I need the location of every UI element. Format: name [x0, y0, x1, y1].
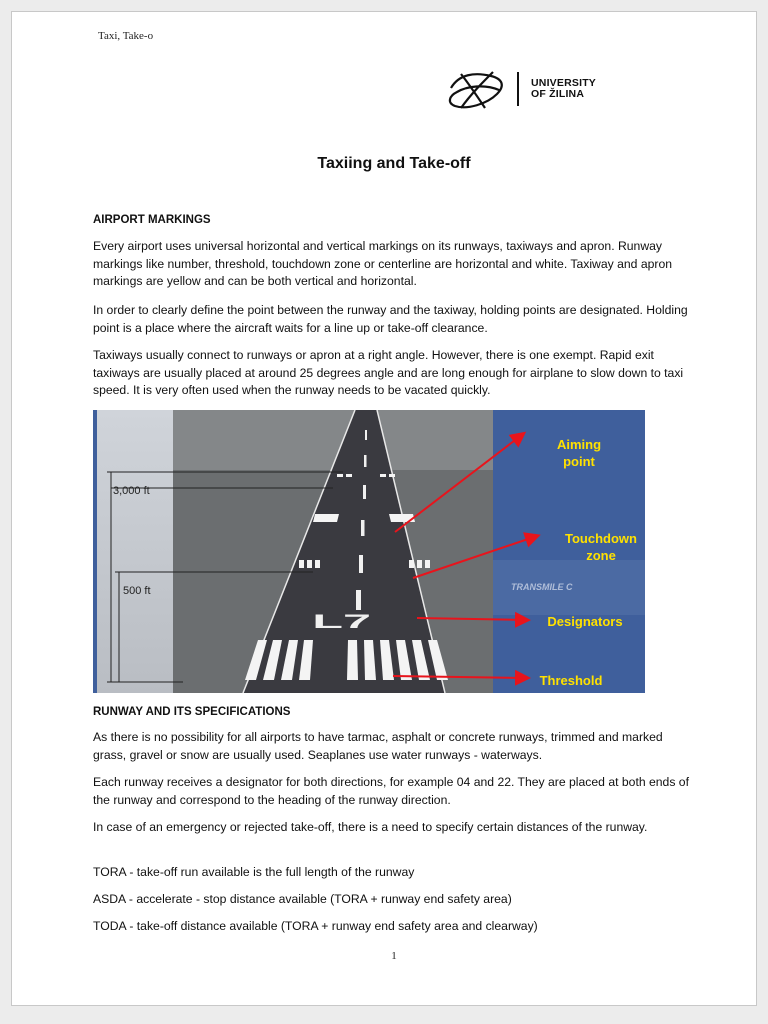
university-logo — [445, 68, 615, 112]
logo-wordmark — [531, 78, 596, 100]
runway-designator: L7 — [312, 610, 371, 633]
document-title: Taxiing and Take-off — [317, 155, 471, 172]
paragraph — [93, 238, 693, 291]
paragraph — [93, 819, 693, 837]
callout-aiming-point-line2: point — [563, 454, 595, 469]
running-header: Taxi, Take-o — [98, 30, 154, 42]
section-heading: AIRPORT MARKINGS — [93, 214, 211, 226]
figure-border — [93, 410, 97, 693]
figure-left-panel — [93, 410, 173, 693]
page-number: 1 — [391, 950, 397, 962]
callout-designators: Designators — [547, 614, 623, 629]
paragraph — [93, 347, 693, 400]
background-sign-text: TRANSMILE C — [511, 582, 573, 592]
section-runway-heading — [93, 704, 693, 722]
callout-panel — [493, 410, 645, 693]
paragraph-text: ASDA - accelerate - stop distance available (TORA + runway end safety area) — [93, 892, 512, 906]
paragraph — [93, 302, 693, 337]
distance-label-500: 500 ft — [123, 585, 151, 597]
paragraph — [93, 864, 693, 882]
paragraph-text: Each runway receives a designator for both directions, for example 04 and 22. They are placed at both ends of the runway and correspond to the heading of the runway direction. — [93, 775, 689, 807]
document-page — [11, 11, 757, 1006]
paragraph-text: TODA - take-off distance available (TORA + runway end safety area and clearway) — [93, 919, 538, 933]
paragraph — [93, 774, 693, 809]
paragraph-text: Taxiways usually connect to runways or apron at a right angle. However, there is one exempt. Rapid exit taxiways are usually placed at around 25 degrees angle and are long enough for airplane to slow down to taxi speed. It is very often used when the runway needs to be vacated quickly. — [93, 348, 684, 398]
paragraph — [93, 918, 693, 936]
figure-horizon — [173, 410, 493, 470]
university-emblem-icon — [445, 68, 509, 112]
paragraph-text: Every airport uses universal horizontal and vertical markings on its runways, taxiways and apron. Runway markings like number, threshold, touchdown zone or centerline are horizontal and white. Taxiway and apron markings are yellow and can be both vertical and horizontal. — [93, 239, 673, 289]
callout-touchdown-line2: zone — [586, 548, 616, 563]
paragraph-text: In case of an emergency or rejected take-off, there is a need to specify certain distances of the runway. — [93, 820, 648, 834]
paragraph — [93, 891, 693, 909]
distance-label-3000: 3,000 ft — [113, 485, 150, 497]
logo-line-1: UNIVERSITY — [531, 77, 597, 89]
paragraph-text: TORA - take-off run available is the full length of the runway — [93, 865, 415, 879]
logo-line-2: OF ŽILINA — [531, 88, 585, 100]
paragraph-text: As there is no possibility for all airports to have tarmac, asphalt or concrete runways, trimmed and marked grass, gravel or snow are usually used. Seaplanes use water runways - waterways. — [93, 730, 663, 762]
callout-touchdown-line1: Touchdown — [565, 531, 637, 546]
paragraph-text: In order to clearly define the point between the runway and the taxiway, holding points are designated. Holding point is a place where the aircraft waits for a line up or take-off clearance. — [93, 303, 688, 335]
runway-markings-figure — [93, 410, 645, 693]
paragraph — [93, 729, 693, 764]
section-heading: RUNWAY AND ITS SPECIFICATIONS — [93, 706, 291, 718]
callout-aiming-point-line1: Aiming — [556, 437, 602, 452]
callout-threshold: Threshold — [539, 673, 603, 688]
logo-divider — [517, 72, 519, 106]
section-airport-markings-heading — [93, 212, 693, 230]
